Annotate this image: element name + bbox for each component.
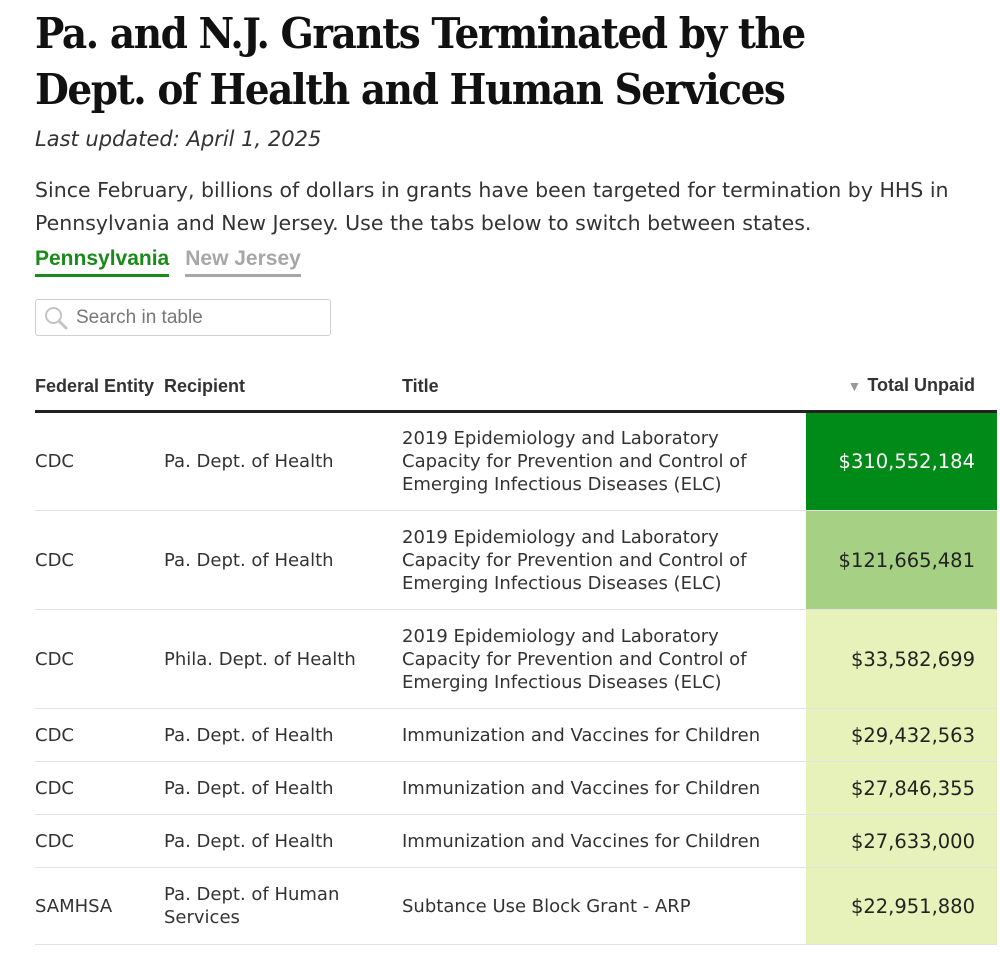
dek: Since February, billions of dollars in grants have been targeted for termination by HHS in Pennsylvania and New Jersey. Use the tabs below to switch between states.	[35, 178, 949, 235]
cell-federal-entity: CDC	[35, 815, 164, 868]
tab-new-jersey[interactable]: New Jersey	[185, 247, 301, 277]
cell-federal-entity: CDC	[35, 412, 164, 511]
cell-recipient: Pa. Dept. of Human Services	[164, 868, 402, 945]
col-header-federal-entity[interactable]: Federal Entity	[35, 374, 164, 412]
cell-total-unpaid: $33,582,699	[806, 610, 997, 709]
cell-recipient: Pa. Dept. of Health	[164, 815, 402, 868]
cell-federal-entity: CDC	[35, 610, 164, 709]
last-updated: Last updated: April 1, 2025	[35, 127, 322, 151]
cell-recipient: Pa. Dept. of Health	[164, 762, 402, 815]
cell-total-unpaid: $121,665,481	[806, 511, 997, 610]
table-row	[35, 709, 997, 762]
cell-title: 2019 Epidemiology and Laboratory Capacity for Prevention and Control of Emerging Infectious Diseases (ELC)	[402, 610, 806, 709]
table-row	[35, 815, 997, 868]
grants-table	[35, 374, 997, 945]
cell-federal-entity: CDC	[35, 511, 164, 610]
headline: Pa. and N.J. Grants Terminated by the Dept. of Health and Human Services	[35, 9, 805, 114]
search-box[interactable]	[35, 299, 331, 336]
sort-descending-icon: ▼	[847, 378, 862, 394]
col-header-recipient[interactable]: Recipient	[164, 374, 402, 412]
cell-recipient: Pa. Dept. of Health	[164, 511, 402, 610]
cell-total-unpaid: $27,633,000	[806, 815, 997, 868]
cell-federal-entity: CDC	[35, 762, 164, 815]
table-row	[35, 412, 997, 511]
col-header-total-unpaid[interactable]: ▼ Total Unpaid	[806, 374, 997, 412]
tab-pennsylvania[interactable]: Pennsylvania	[35, 247, 169, 277]
state-tabs	[35, 247, 301, 277]
cell-title: 2019 Epidemiology and Laboratory Capacity for Prevention and Control of Emerging Infectious Diseases (ELC)	[402, 412, 806, 511]
cell-title: Immunization and Vaccines for Children	[402, 709, 806, 762]
table-header-row	[35, 374, 997, 412]
cell-total-unpaid: $22,951,880	[806, 868, 997, 945]
cell-title: 2019 Epidemiology and Laboratory Capacity for Prevention and Control of Emerging Infectious Diseases (ELC)	[402, 511, 806, 610]
table-row	[35, 762, 997, 815]
cell-total-unpaid: $27,846,355	[806, 762, 997, 815]
table-row	[35, 610, 997, 709]
col-header-title[interactable]: Title	[402, 374, 806, 412]
cell-federal-entity: SAMHSA	[35, 868, 164, 945]
cell-total-unpaid: $29,432,563	[806, 709, 997, 762]
cell-recipient: Pa. Dept. of Health	[164, 709, 402, 762]
cell-title: Subtance Use Block Grant - ARP	[402, 868, 806, 945]
cell-recipient: Phila. Dept. of Health	[164, 610, 402, 709]
cell-total-unpaid: $310,552,184	[806, 412, 997, 511]
search-icon	[44, 306, 68, 330]
table-row	[35, 511, 997, 610]
search-input[interactable]	[76, 307, 316, 329]
cell-title: Immunization and Vaccines for Children	[402, 762, 806, 815]
cell-recipient: Pa. Dept. of Health	[164, 412, 402, 511]
table-body	[35, 412, 997, 945]
cell-title: Immunization and Vaccines for Children	[402, 815, 806, 868]
cell-federal-entity: CDC	[35, 709, 164, 762]
table-row	[35, 868, 997, 945]
